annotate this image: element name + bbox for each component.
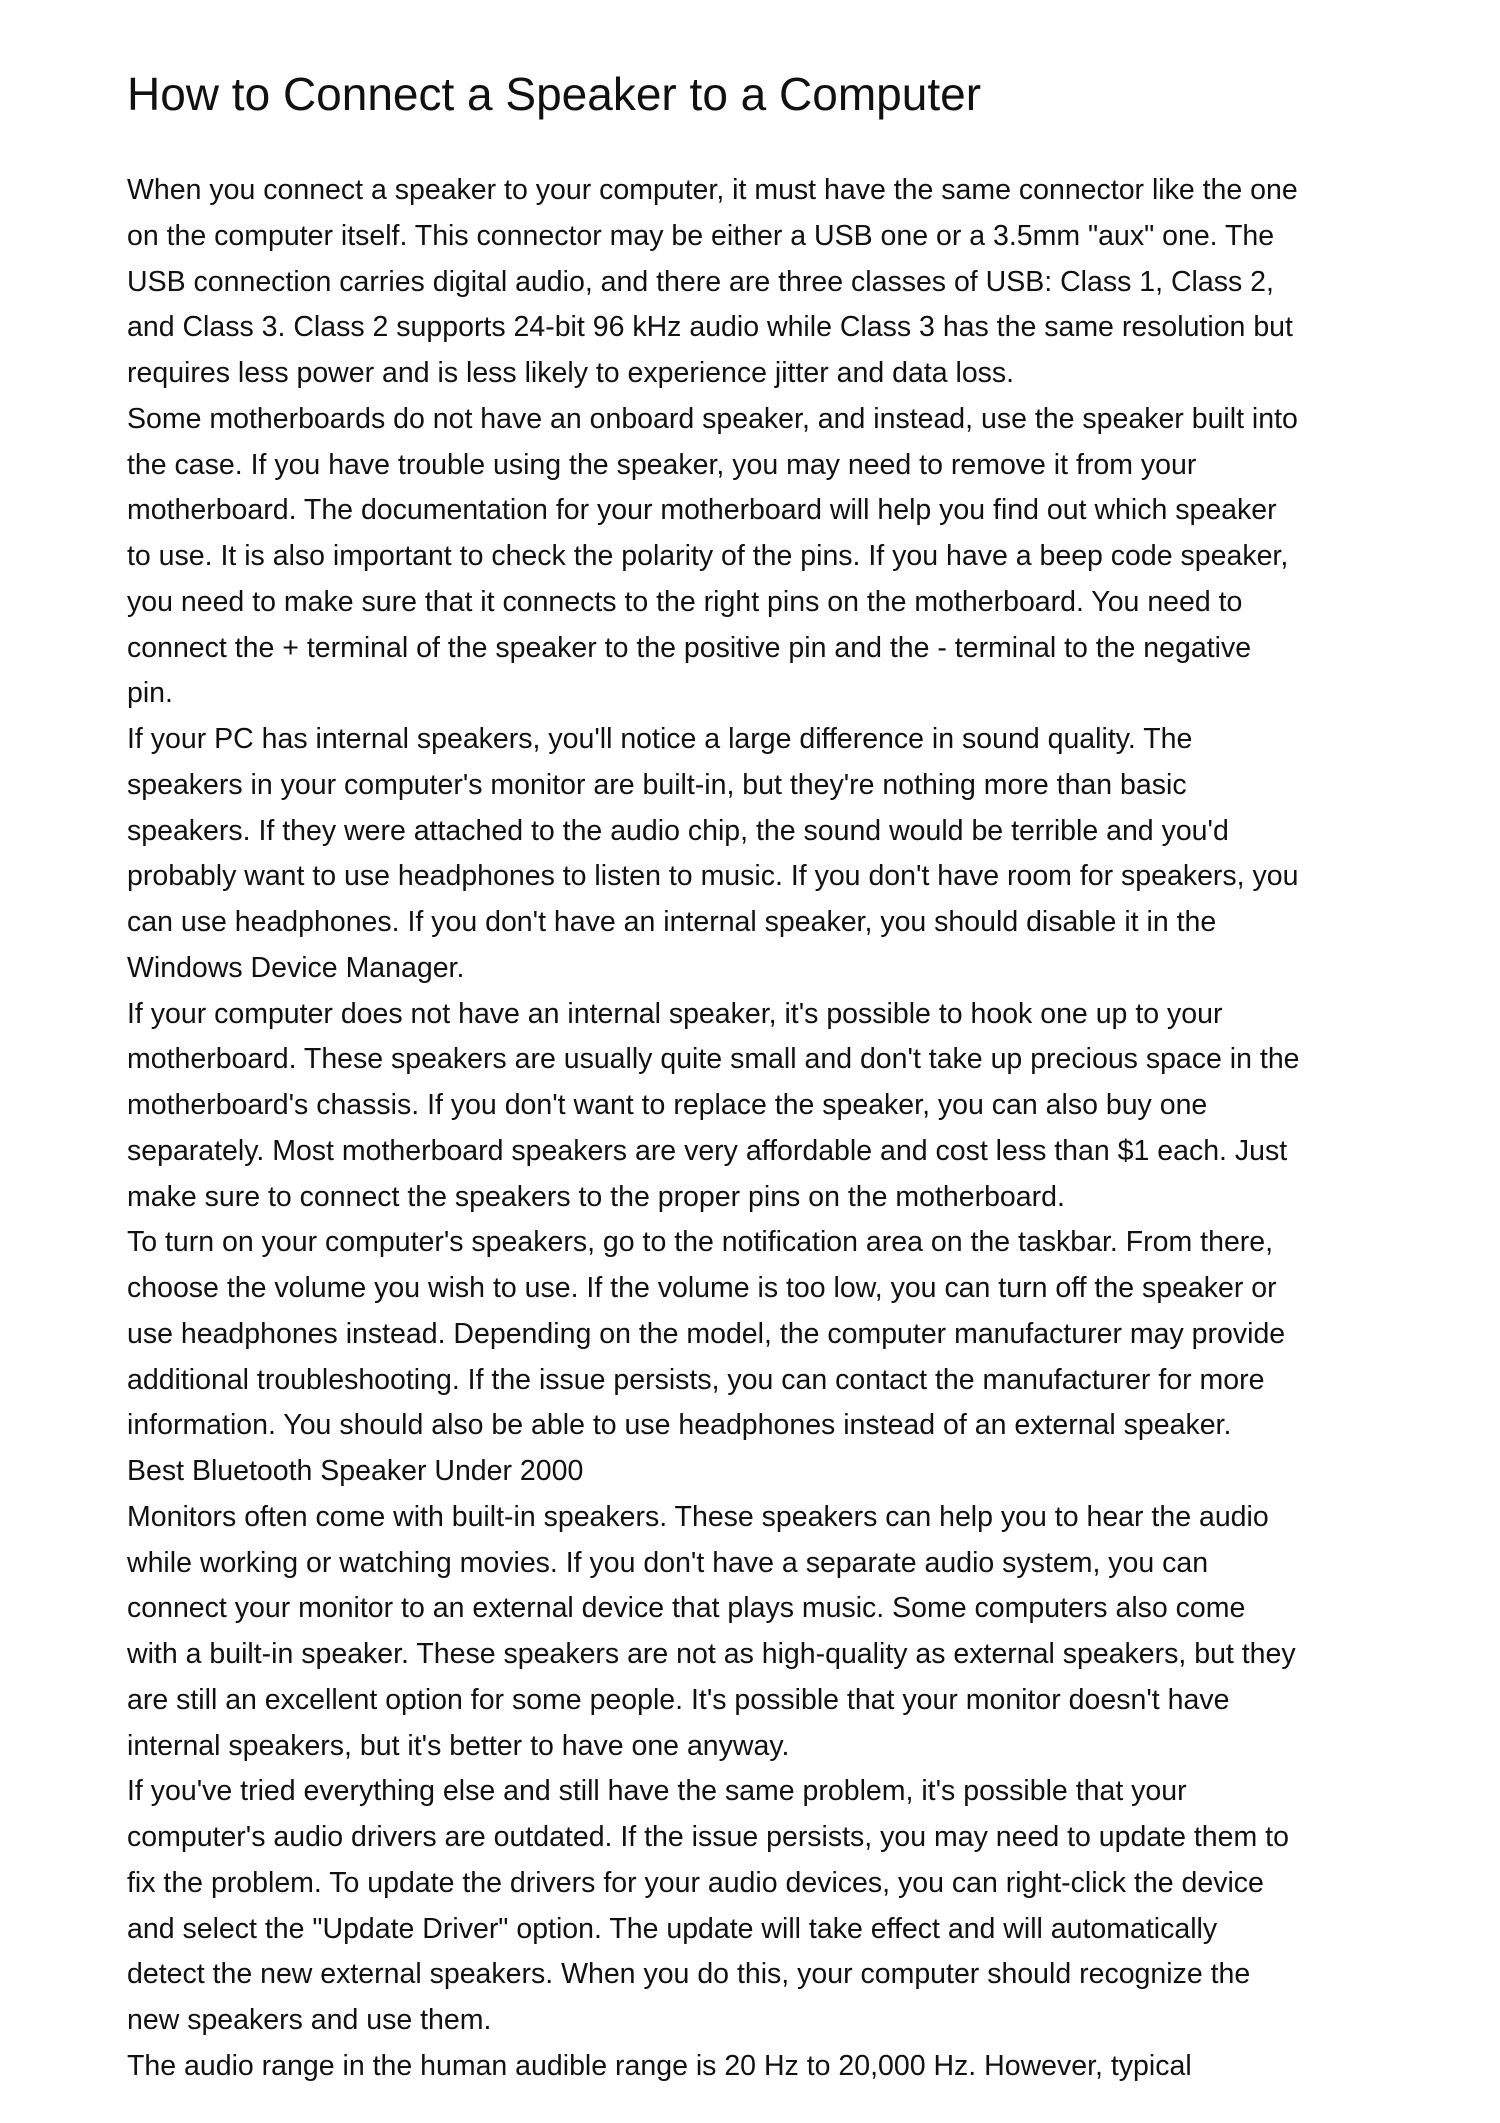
text-line: new speakers and use them. [127,2004,492,2036]
paragraph [127,397,1427,717]
text-line: speakers. If they were attached to the audio chip, the sound would be terrible and you'd [127,814,1229,847]
text-line: and select the "Update Driver" option. The update will take effect and will automatically [127,1912,1218,1945]
text-line: When you connect a speaker to your computer, it must have the same connector like the one [127,174,1298,206]
paragraph [127,717,1427,992]
text-line: the case. If you have trouble using the speaker, you may need to remove it from your [127,448,1197,481]
text-line: you need to make sure that it connects to the right pins on the motherboard. You need to [127,585,1243,618]
text-line: probably want to use headphones to listen to music. If you don't have room for speakers, you [127,860,1299,893]
paragraph [127,1769,1427,2044]
paragraph [127,2044,1427,2090]
text-line: fix the problem. To update the drivers for your audio devices, you can right-click the device [127,1866,1264,1899]
paragraph [127,168,1427,397]
text-line: can use headphones. If you don't have an internal speaker, you should disable it in the [127,906,1217,938]
text-line: speakers in your computer's monitor are built-in, but they're nothing more than basic [127,768,1187,801]
text-line: To turn on your computer's speakers, go to the notification area on the taskbar. From there, [127,1226,1274,1259]
text-line: Best Bluetooth Speaker Under 2000 [127,1455,584,1487]
text-line: If you've tried everything else and still have the same problem, it's possible that your [127,1775,1187,1808]
text-line: make sure to connect the speakers to the proper pins on the motherboard. [127,1180,1065,1213]
text-line: to use. It is also important to check the polarity of the pins. If you have a beep code speaker, [127,540,1289,572]
text-line: internal speakers, but it's better to have one anyway. [127,1729,790,1762]
text-line: information. You should also be able to use headphones instead of an external speaker. [127,1409,1232,1442]
text-line: on the computer itself. This connector may be either a USB one or a 3.5mm "aux" one. The [127,219,1275,252]
text-line: while working or watching movies. If you don't have a separate audio system, you can [127,1546,1209,1579]
text-line: are still an excellent option for some people. It's possible that your monitor doesn't have [127,1683,1230,1716]
text-line: motherboard. These speakers are usually quite small and don't take up precious space in the [127,1043,1300,1076]
text-line: USB connection carries digital audio, and there are three classes of USB: Class 1, Class 2, [127,265,1274,298]
text-line: motherboard's chassis. If you don't want to replace the speaker, you can also buy one [127,1089,1208,1121]
text-line: with a built-in speaker. These speakers are not as high-quality as external speakers, but they [127,1638,1296,1670]
section-heading [127,1449,1427,1495]
text-line: If your PC has internal speakers, you'll notice a large difference in sound quality. The [127,723,1193,755]
article-body [127,168,1427,2090]
paragraph [127,1220,1427,1449]
text-line: The audio range in the human audible range is 20 Hz to 20,000 Hz. However, typical [127,2049,1192,2082]
text-line: Some motherboards do not have an onboard speaker, and instead, use the speaker built into [127,402,1298,435]
text-line: motherboard. The documentation for your motherboard will help you find out which speaker [127,494,1277,527]
paragraph [127,992,1427,1221]
text-line: connect your monitor to an external device that plays music. Some computers also come [127,1592,1246,1625]
text-line: requires less power and is less likely to experience jitter and data loss. [127,357,1015,389]
page-title: How to Connect a Speaker to a Computer [127,68,982,120]
text-line: choose the volume you wish to use. If the volume is too low, you can turn off the speaker or [127,1272,1277,1304]
text-line: additional troubleshooting. If the issue persists, you can contact the manufacturer for more [127,1363,1265,1396]
text-line: Windows Device Manager. [127,951,465,984]
text-line: and Class 3. Class 2 supports 24-bit 96 kHz audio while Class 3 has the same resolution but [127,311,1293,344]
text-line: use headphones instead. Depending on the model, the computer manufacturer may provide [127,1317,1286,1350]
text-line: computer's audio drivers are outdated. If the issue persists, you may need to update them to [127,1821,1289,1853]
text-line: detect the new external speakers. When you do this, your computer should recognize the [127,1958,1251,1991]
text-line: separately. Most motherboard speakers are very affordable and cost less than $1 each. Just [127,1134,1288,1167]
text-line: pin. [127,677,173,710]
text-line: connect the + terminal of the speaker to the positive pin and the - terminal to the negative [127,631,1252,664]
text-line: If your computer does not have an internal speaker, it's possible to hook one up to your [127,997,1223,1030]
text-line: Monitors often come with built-in speakers. These speakers can help you to hear the audio [127,1500,1269,1533]
paragraph [127,1495,1427,1770]
